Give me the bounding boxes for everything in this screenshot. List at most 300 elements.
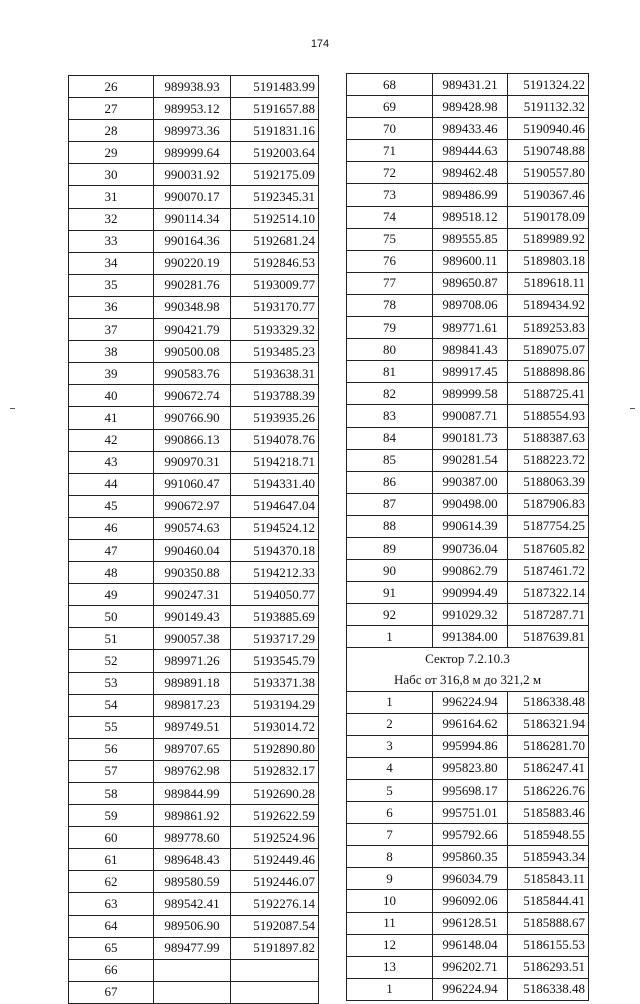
table-row [69, 716, 319, 738]
y-coordinate-cell: 5188898.86 [508, 361, 589, 383]
point-number-cell: 40 [69, 385, 154, 407]
sector-header [347, 648, 589, 691]
x-coordinate-cell: 995792.66 [433, 824, 508, 846]
point-number-cell: 67 [69, 981, 154, 1003]
table-row [347, 162, 589, 184]
table-row [347, 493, 589, 515]
point-number-cell: 57 [69, 760, 154, 782]
y-coordinate-cell: 5185948.55 [508, 824, 589, 846]
y-coordinate-cell: 5193009.77 [231, 274, 319, 296]
point-number-cell: 80 [347, 339, 433, 361]
point-number-cell: 74 [347, 206, 433, 228]
y-coordinate-cell [231, 981, 319, 1003]
x-coordinate-cell: 996128.51 [433, 912, 508, 934]
point-number-cell: 2 [347, 713, 433, 735]
table-row [69, 186, 319, 208]
x-coordinate-cell: 989973.36 [154, 120, 231, 142]
scan-mark [10, 408, 15, 409]
y-coordinate-cell: 5189803.18 [508, 250, 589, 272]
y-coordinate-cell: 5185943.34 [508, 846, 589, 868]
point-number-cell: 62 [69, 871, 154, 893]
x-coordinate-cell: 989555.85 [433, 228, 508, 250]
table-row [69, 385, 319, 407]
x-coordinate-cell: 990766.90 [154, 407, 231, 429]
x-coordinate-cell: 996164.62 [433, 713, 508, 735]
table-row [347, 537, 589, 559]
table-row [69, 562, 319, 584]
y-coordinate-cell: 5192832.17 [231, 760, 319, 782]
table-row [347, 74, 589, 96]
y-coordinate-cell: 5186338.48 [508, 691, 589, 713]
point-number-cell: 58 [69, 783, 154, 805]
x-coordinate-cell: 990220.19 [154, 252, 231, 274]
x-coordinate-cell: 990387.00 [433, 471, 508, 493]
point-number-cell: 59 [69, 805, 154, 827]
table-row [69, 164, 319, 186]
point-number-cell: 89 [347, 537, 433, 559]
point-number-cell: 1 [347, 978, 433, 1000]
table-row [347, 582, 589, 604]
point-number-cell: 6 [347, 802, 433, 824]
table-row [347, 96, 589, 118]
x-coordinate-cell: 989433.46 [433, 118, 508, 140]
point-number-cell: 86 [347, 471, 433, 493]
y-coordinate-cell: 5185843.11 [508, 868, 589, 890]
table-row [69, 274, 319, 296]
point-number-cell: 31 [69, 186, 154, 208]
table-row [69, 451, 319, 473]
y-coordinate-cell: 5193788.39 [231, 385, 319, 407]
point-number-cell: 75 [347, 228, 433, 250]
table-row [347, 361, 589, 383]
point-number-cell: 27 [69, 98, 154, 120]
x-coordinate-cell: 990500.08 [154, 341, 231, 363]
table-row [347, 890, 589, 912]
x-coordinate-cell: 989953.12 [154, 98, 231, 120]
y-coordinate-cell: 5186281.70 [508, 735, 589, 757]
table-row [69, 142, 319, 164]
table-row [347, 735, 589, 757]
table-row [347, 978, 589, 1000]
point-number-cell: 91 [347, 582, 433, 604]
y-coordinate-cell: 5193371.38 [231, 672, 319, 694]
point-number-cell: 33 [69, 230, 154, 252]
y-coordinate-cell: 5193194.29 [231, 694, 319, 716]
table-row [347, 449, 589, 471]
x-coordinate-cell: 995823.80 [433, 757, 508, 779]
table-row [347, 560, 589, 582]
x-coordinate-cell: 990070.17 [154, 186, 231, 208]
x-coordinate-cell: 989749.51 [154, 716, 231, 738]
table-row [69, 606, 319, 628]
point-number-cell: 60 [69, 827, 154, 849]
table-row [69, 76, 319, 98]
y-coordinate-cell: 5187906.83 [508, 493, 589, 515]
point-number-cell: 32 [69, 208, 154, 230]
y-coordinate-cell: 5192524.96 [231, 827, 319, 849]
x-coordinate-cell: 990114.34 [154, 208, 231, 230]
point-number-cell: 78 [347, 294, 433, 316]
point-number-cell: 53 [69, 672, 154, 694]
table-row [69, 937, 319, 959]
x-coordinate-cell: 990736.04 [433, 537, 508, 559]
y-coordinate-cell: 5192622.59 [231, 805, 319, 827]
table-row [69, 407, 319, 429]
coordinates-table-left [68, 75, 319, 1004]
y-coordinate-cell: 5186321.94 [508, 713, 589, 735]
coordinates-table-right [346, 73, 589, 1001]
table-row [69, 120, 319, 142]
table-row [347, 383, 589, 405]
table-row [347, 250, 589, 272]
table-row [347, 912, 589, 934]
x-coordinate-cell: 989778.60 [154, 827, 231, 849]
table-row [69, 584, 319, 606]
x-coordinate-cell: 989477.99 [154, 937, 231, 959]
table-row [69, 473, 319, 495]
point-number-cell: 10 [347, 890, 433, 912]
y-coordinate-cell: 5186338.48 [508, 978, 589, 1000]
point-number-cell: 61 [69, 849, 154, 871]
y-coordinate-cell: 5192175.09 [231, 164, 319, 186]
point-number-cell: 64 [69, 915, 154, 937]
point-number-cell: 4 [347, 757, 433, 779]
y-coordinate-cell: 5186293.51 [508, 956, 589, 978]
y-coordinate-cell: 5189989.92 [508, 228, 589, 250]
y-coordinate-cell: 5192003.64 [231, 142, 319, 164]
x-coordinate-cell: 995860.35 [433, 846, 508, 868]
y-coordinate-cell: 5194370.18 [231, 539, 319, 561]
table-row [69, 363, 319, 385]
x-coordinate-cell: 989444.63 [433, 140, 508, 162]
point-number-cell: 88 [347, 515, 433, 537]
y-coordinate-cell: 5192087.54 [231, 915, 319, 937]
point-number-cell: 66 [69, 959, 154, 981]
y-coordinate-cell: 5188223.72 [508, 449, 589, 471]
point-number-cell: 1 [347, 691, 433, 713]
table-row [69, 871, 319, 893]
y-coordinate-cell: 5191897.82 [231, 937, 319, 959]
x-coordinate-cell: 990350.88 [154, 562, 231, 584]
y-coordinate-cell: 5192690.28 [231, 783, 319, 805]
y-coordinate-cell: 5193545.79 [231, 650, 319, 672]
y-coordinate-cell: 5193638.31 [231, 363, 319, 385]
point-number-cell: 63 [69, 893, 154, 915]
table-row [347, 272, 589, 294]
x-coordinate-cell: 990970.31 [154, 451, 231, 473]
y-coordinate-cell: 5194218.71 [231, 451, 319, 473]
y-coordinate-cell: 5187461.72 [508, 560, 589, 582]
x-coordinate-cell: 991384.00 [433, 626, 508, 648]
point-number-cell: 47 [69, 539, 154, 561]
point-number-cell: 49 [69, 584, 154, 606]
y-coordinate-cell: 5194331.40 [231, 473, 319, 495]
point-number-cell: 30 [69, 164, 154, 186]
point-number-cell: 28 [69, 120, 154, 142]
point-number-cell: 34 [69, 252, 154, 274]
x-coordinate-cell: 990281.54 [433, 449, 508, 471]
table-row [347, 956, 589, 978]
y-coordinate-cell: 5192890.80 [231, 738, 319, 760]
x-coordinate-cell: 989971.26 [154, 650, 231, 672]
table-row [347, 846, 589, 868]
x-coordinate-cell: 990087.71 [433, 405, 508, 427]
table-row [69, 783, 319, 805]
x-coordinate-cell: 989542.41 [154, 893, 231, 915]
table-row [347, 824, 589, 846]
point-number-cell: 39 [69, 363, 154, 385]
table-row [347, 339, 589, 361]
right-table-bottom [347, 691, 589, 1000]
point-number-cell: 79 [347, 317, 433, 339]
point-number-cell: 8 [347, 846, 433, 868]
table-row [69, 296, 319, 318]
table-row [69, 319, 319, 341]
y-coordinate-cell: 5188554.93 [508, 405, 589, 427]
table-row [347, 780, 589, 802]
table-row [347, 140, 589, 162]
table-row [347, 604, 589, 626]
y-coordinate-cell: 5188387.63 [508, 427, 589, 449]
point-number-cell: 9 [347, 868, 433, 890]
y-coordinate-cell: 5192846.53 [231, 252, 319, 274]
x-coordinate-cell: 990460.04 [154, 539, 231, 561]
x-coordinate-cell: 989999.64 [154, 142, 231, 164]
y-coordinate-cell: 5191657.88 [231, 98, 319, 120]
point-number-cell: 43 [69, 451, 154, 473]
y-coordinate-cell: 5191483.99 [231, 76, 319, 98]
point-number-cell: 45 [69, 495, 154, 517]
point-number-cell: 36 [69, 296, 154, 318]
y-coordinate-cell: 5185883.46 [508, 802, 589, 824]
y-coordinate-cell: 5186226.76 [508, 780, 589, 802]
point-number-cell: 56 [69, 738, 154, 760]
x-coordinate-cell: 989999.58 [433, 383, 508, 405]
y-coordinate-cell: 5194050.77 [231, 584, 319, 606]
y-coordinate-cell: 5190367.46 [508, 184, 589, 206]
x-coordinate-cell: 989762.98 [154, 760, 231, 782]
x-coordinate-cell: 990994.49 [433, 582, 508, 604]
point-number-cell: 5 [347, 780, 433, 802]
table-row [69, 495, 319, 517]
point-number-cell: 65 [69, 937, 154, 959]
point-number-cell: 11 [347, 912, 433, 934]
y-coordinate-cell: 5185844.41 [508, 890, 589, 912]
y-coordinate-cell: 5191132.32 [508, 96, 589, 118]
point-number-cell: 71 [347, 140, 433, 162]
x-coordinate-cell: 990421.79 [154, 319, 231, 341]
y-coordinate-cell: 5186247.41 [508, 757, 589, 779]
x-coordinate-cell: 989844.99 [154, 783, 231, 805]
y-coordinate-cell: 5193170.77 [231, 296, 319, 318]
point-number-cell: 82 [347, 383, 433, 405]
table-row [69, 738, 319, 760]
point-number-cell: 81 [347, 361, 433, 383]
y-coordinate-cell: 5192681.24 [231, 230, 319, 252]
y-coordinate-cell: 5194078.76 [231, 429, 319, 451]
x-coordinate-cell: 995751.01 [433, 802, 508, 824]
x-coordinate-cell: 990181.73 [433, 427, 508, 449]
y-coordinate-cell: 5194647.04 [231, 495, 319, 517]
x-coordinate-cell: 996034.79 [433, 868, 508, 890]
table-row [69, 893, 319, 915]
table-row [69, 517, 319, 539]
x-coordinate-cell: 990348.98 [154, 296, 231, 318]
table-row [69, 849, 319, 871]
y-coordinate-cell: 5187322.14 [508, 582, 589, 604]
x-coordinate-cell: 990164.36 [154, 230, 231, 252]
table-row [69, 539, 319, 561]
x-coordinate-cell: 989648.43 [154, 849, 231, 871]
x-coordinate-cell: 989708.06 [433, 294, 508, 316]
x-coordinate-cell: 996224.94 [433, 978, 508, 1000]
table-row [347, 868, 589, 890]
x-coordinate-cell: 989486.99 [433, 184, 508, 206]
table-row [69, 915, 319, 937]
point-number-cell: 26 [69, 76, 154, 98]
y-coordinate-cell: 5189075.07 [508, 339, 589, 361]
point-number-cell: 13 [347, 956, 433, 978]
sector-subtitle-row [347, 670, 589, 692]
point-number-cell: 51 [69, 628, 154, 650]
point-number-cell: 68 [347, 74, 433, 96]
table-row [347, 626, 589, 648]
point-number-cell: 37 [69, 319, 154, 341]
x-coordinate-cell: 990247.31 [154, 584, 231, 606]
x-coordinate-cell: 990866.13 [154, 429, 231, 451]
table-row [69, 230, 319, 252]
y-coordinate-cell: 5192345.31 [231, 186, 319, 208]
x-coordinate-cell: 990031.92 [154, 164, 231, 186]
point-number-cell: 3 [347, 735, 433, 757]
table-row [69, 760, 319, 782]
x-coordinate-cell: 989817.23 [154, 694, 231, 716]
point-number-cell: 55 [69, 716, 154, 738]
table-row [69, 827, 319, 849]
x-coordinate-cell: 989650.87 [433, 272, 508, 294]
y-coordinate-cell: 5187605.82 [508, 537, 589, 559]
point-number-cell: 41 [69, 407, 154, 429]
table-row [69, 252, 319, 274]
y-coordinate-cell: 5194212.33 [231, 562, 319, 584]
point-number-cell: 84 [347, 427, 433, 449]
point-number-cell: 52 [69, 650, 154, 672]
x-coordinate-cell: 990862.79 [433, 560, 508, 582]
table-row [69, 981, 319, 1003]
point-number-cell: 72 [347, 162, 433, 184]
point-number-cell: 38 [69, 341, 154, 363]
y-coordinate-cell: 5187754.25 [508, 515, 589, 537]
y-coordinate-cell: 5188725.41 [508, 383, 589, 405]
table-row [69, 429, 319, 451]
x-coordinate-cell: 990672.97 [154, 495, 231, 517]
point-number-cell: 42 [69, 429, 154, 451]
table-row [69, 98, 319, 120]
x-coordinate-cell: 990281.76 [154, 274, 231, 296]
point-number-cell: 1 [347, 626, 433, 648]
table-row [347, 317, 589, 339]
left-table-body [69, 76, 319, 1004]
y-coordinate-cell: 5187639.81 [508, 626, 589, 648]
point-number-cell: 7 [347, 824, 433, 846]
point-number-cell: 87 [347, 493, 433, 515]
x-coordinate-cell [154, 959, 231, 981]
y-coordinate-cell: 5188063.39 [508, 471, 589, 493]
y-coordinate-cell: 5186155.53 [508, 934, 589, 956]
table-row [69, 208, 319, 230]
table-row [69, 959, 319, 981]
point-number-cell: 35 [69, 274, 154, 296]
y-coordinate-cell: 5190940.46 [508, 118, 589, 140]
y-coordinate-cell: 5185888.67 [508, 912, 589, 934]
y-coordinate-cell: 5189253.83 [508, 317, 589, 339]
x-coordinate-cell: 989428.98 [433, 96, 508, 118]
y-coordinate-cell: 5192446.07 [231, 871, 319, 893]
x-coordinate-cell: 990498.00 [433, 493, 508, 515]
y-coordinate-cell: 5190178.09 [508, 206, 589, 228]
point-number-cell: 83 [347, 405, 433, 427]
x-coordinate-cell: 990614.39 [433, 515, 508, 537]
table-row [347, 757, 589, 779]
right-table-top [347, 74, 589, 648]
x-coordinate-cell: 990583.76 [154, 363, 231, 385]
y-coordinate-cell: 5192449.46 [231, 849, 319, 871]
y-coordinate-cell: 5193717.29 [231, 628, 319, 650]
x-coordinate-cell: 989506.90 [154, 915, 231, 937]
table-row [347, 184, 589, 206]
y-coordinate-cell: 5193885.69 [231, 606, 319, 628]
table-row [347, 427, 589, 449]
x-coordinate-cell: 989861.92 [154, 805, 231, 827]
sector-title: Сектор 7.2.10.3 [347, 648, 589, 670]
x-coordinate-cell: 991060.47 [154, 473, 231, 495]
table-row [69, 694, 319, 716]
scan-mark [630, 408, 635, 409]
point-number-cell: 77 [347, 272, 433, 294]
y-coordinate-cell: 5189618.11 [508, 272, 589, 294]
point-number-cell: 44 [69, 473, 154, 495]
x-coordinate-cell: 990672.74 [154, 385, 231, 407]
x-coordinate-cell [154, 981, 231, 1003]
point-number-cell: 48 [69, 562, 154, 584]
x-coordinate-cell: 989841.43 [433, 339, 508, 361]
x-coordinate-cell: 989707.65 [154, 738, 231, 760]
point-number-cell: 70 [347, 118, 433, 140]
x-coordinate-cell: 991029.32 [433, 604, 508, 626]
y-coordinate-cell: 5192514.10 [231, 208, 319, 230]
point-number-cell: 85 [347, 449, 433, 471]
x-coordinate-cell: 990149.43 [154, 606, 231, 628]
page-number: 174 [310, 38, 330, 50]
table-row [347, 515, 589, 537]
x-coordinate-cell: 996092.06 [433, 890, 508, 912]
point-number-cell: 69 [347, 96, 433, 118]
x-coordinate-cell: 995994.86 [433, 735, 508, 757]
x-coordinate-cell: 989462.48 [433, 162, 508, 184]
x-coordinate-cell: 996148.04 [433, 934, 508, 956]
table-row [347, 294, 589, 316]
x-coordinate-cell: 990057.38 [154, 628, 231, 650]
y-coordinate-cell: 5190557.80 [508, 162, 589, 184]
table-row [347, 118, 589, 140]
y-coordinate-cell: 5191324.22 [508, 74, 589, 96]
x-coordinate-cell: 989431.21 [433, 74, 508, 96]
y-coordinate-cell: 5194524.12 [231, 517, 319, 539]
x-coordinate-cell: 989938.93 [154, 76, 231, 98]
x-coordinate-cell: 989600.11 [433, 250, 508, 272]
table-row [347, 405, 589, 427]
point-number-cell: 54 [69, 694, 154, 716]
